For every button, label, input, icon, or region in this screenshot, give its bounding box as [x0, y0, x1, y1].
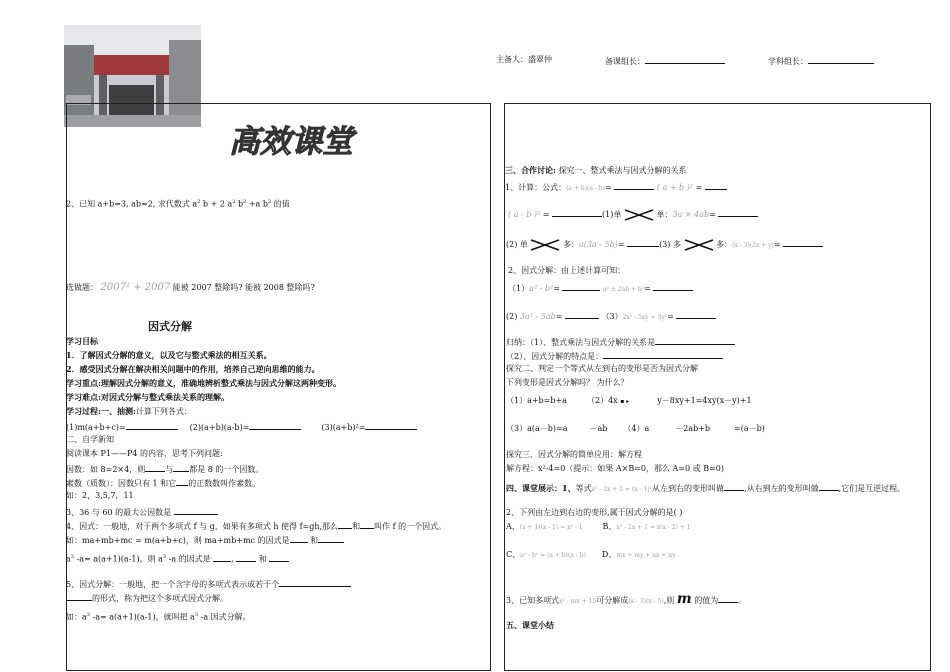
discussion-heading: 三、合作讨论: 探究一、整式乘法与因式分解的关系	[505, 165, 687, 175]
process-heading: 学习过程:一、抽测:计算下列各式：	[66, 406, 192, 416]
judge-row-2: （3）a(a－b)=a －ab （4）a －2ab+b =(a－b)	[506, 424, 765, 433]
cross-mark-icon	[624, 209, 654, 221]
prime-examples: 如：2，3,5,7，11	[66, 491, 134, 500]
judge-row-1: （1）a+b=b+a （2）4x ▪ ▸ y－8xy+1=4xy(x－y)+1	[506, 396, 752, 405]
options-row-1: A、(x + 1)(x - 1) = x² - 1 B、x² - 2x + 1 = x(x - 2) + 1	[506, 522, 691, 531]
goals-heading: 学习目标	[66, 336, 98, 346]
subject-leader-label: 学科组长：	[768, 55, 874, 67]
question-prev: 2、已知 a+b=3, ab=2, 求代数式 $a^2$ b + 2 $a^2$ $b^2 +a$ $b^2$ 的值	[66, 199, 290, 209]
gcd-question: 3、36 与 60 的最大公因数是	[66, 506, 218, 518]
calc-row: (1)m(a+b+c)= (2)(a+b)(a-b)= (3)(a+b)²=	[66, 421, 417, 433]
probe-2-prompt: 下列变形是因式分解吗？ 为什么？	[506, 378, 629, 387]
solve-equation: 解方程：x²-4=0（提示：如果 A×B=0，那么 A=0 或 B=0)	[506, 464, 724, 473]
key-point: 学习重点:理解因式分解的意义，准确地辨析整式乘法与因式分解这两种变形。	[66, 378, 341, 388]
lesson-title: 因式分解	[148, 320, 192, 333]
showcase-1: 四、课堂展示：1、等式x² - 2x + 1 = (x - 1)²从左到右的变形叫做 ,从右到左的变形叫做 ,它们是互逆过程。	[506, 483, 906, 493]
calc-formula-row: 1、计算：公式：(a + b)(a - b)= ( a + b )² =	[505, 181, 727, 194]
factor-example-1: 如：ma+mb+mc = m(a+b+c)，则 ma+mb+mc 的因式是 和	[66, 534, 344, 546]
brand-title: 高效课堂	[229, 124, 353, 160]
self-study-heading: 二、自学新知	[66, 435, 114, 444]
goal-2: 2．感受因式分解在解决相关问题中的作用，培养自己逆向思维的能力。	[66, 364, 320, 374]
factorization-definition-cont: 的形式，称为把这个多项式因式分解。	[66, 592, 228, 604]
preparer: 主备人：盛翠仲	[496, 55, 552, 64]
factorization-row-2: (2) 3a² - 5ab= （3）2x² - 5xy + 3y²=	[506, 310, 716, 323]
summary-1: 归纳：（1）、整式乘法与因式分解的关系是	[506, 336, 735, 348]
factor-definition: 因数：如 8=2×4，则 与 都是 8 的一个因数。	[66, 465, 264, 474]
optional-question: 选做题： 2007² + 2007 能被 2007 整除吗? 能被 2008 整除吗?	[66, 282, 315, 293]
options-row-2: C、a² - b² = (a + b)(a - b) D、mx + my + nx + ny	[506, 550, 676, 559]
summary-2: （2）、因式分解的特点是：	[506, 350, 723, 362]
cross-mark-icon	[684, 239, 714, 251]
calc-row-2: ( a - b )² = (1)单 单：3a × 4ab=	[508, 208, 758, 221]
difficulty: 学习难点:对因式分解与整式乘法关系的理解。	[66, 392, 229, 402]
probe-3-heading: 探究三、因式分解的简单应用：解方程	[506, 450, 642, 459]
factor-example-2: $a^3$ -a= a(a+1)(a-1)，则 $a^3$ -a 的因式是 , 和	[66, 552, 289, 565]
question-3: 3、已知多项式x² - mx + 15可分解成(x - 3)(x - 5),则 m 的值为 。	[506, 591, 747, 607]
prime-definition: 素数（质数）：因数只有 1 和它 的正数数叫作素数。	[66, 479, 261, 488]
factorization-row-1: （1）a² - b²= a² ± 2ab + b²=	[508, 282, 693, 295]
probe-2-heading: 探究二、判定一个等式从左到右的变形是否为因式分解	[506, 364, 698, 373]
factorization-definition: 5、因式分解：一般地，把一个含字母的多项式表示成若干个	[66, 578, 351, 590]
common-factor-definition: 4、因式：一般地，对于两个多项式 f 与 g，如果有多项式 h 使得 f=gh,那么 和 叫作 f 的一个因式。	[66, 522, 447, 531]
question-2: 2、下列由左边到右边的变形,属于因式分解的是( )	[506, 508, 683, 517]
calc-row-3: (2) 单 多：a(3a - 5b)= (3) 多 多：(x - 3)(2x + y)=	[506, 238, 823, 251]
factorization-heading: 2、因式分解：由上述计算可知：	[508, 266, 626, 275]
reading-prompt: 阅读课本 P1——P4 的内容，思考下列问题:	[66, 449, 223, 458]
cross-mark-icon	[530, 239, 560, 251]
group-leader-label: 备课组长：	[605, 55, 725, 67]
goal-1: 1．了解因式分解的意义，以及它与整式乘法的相互关系。	[66, 350, 272, 360]
summary-heading: 五、课堂小结	[506, 620, 554, 630]
factorization-example: 如：$a^3$ -a= a(a+1)(a-1)，就叫把 $a^3$ -a 因式分解。	[66, 612, 251, 622]
